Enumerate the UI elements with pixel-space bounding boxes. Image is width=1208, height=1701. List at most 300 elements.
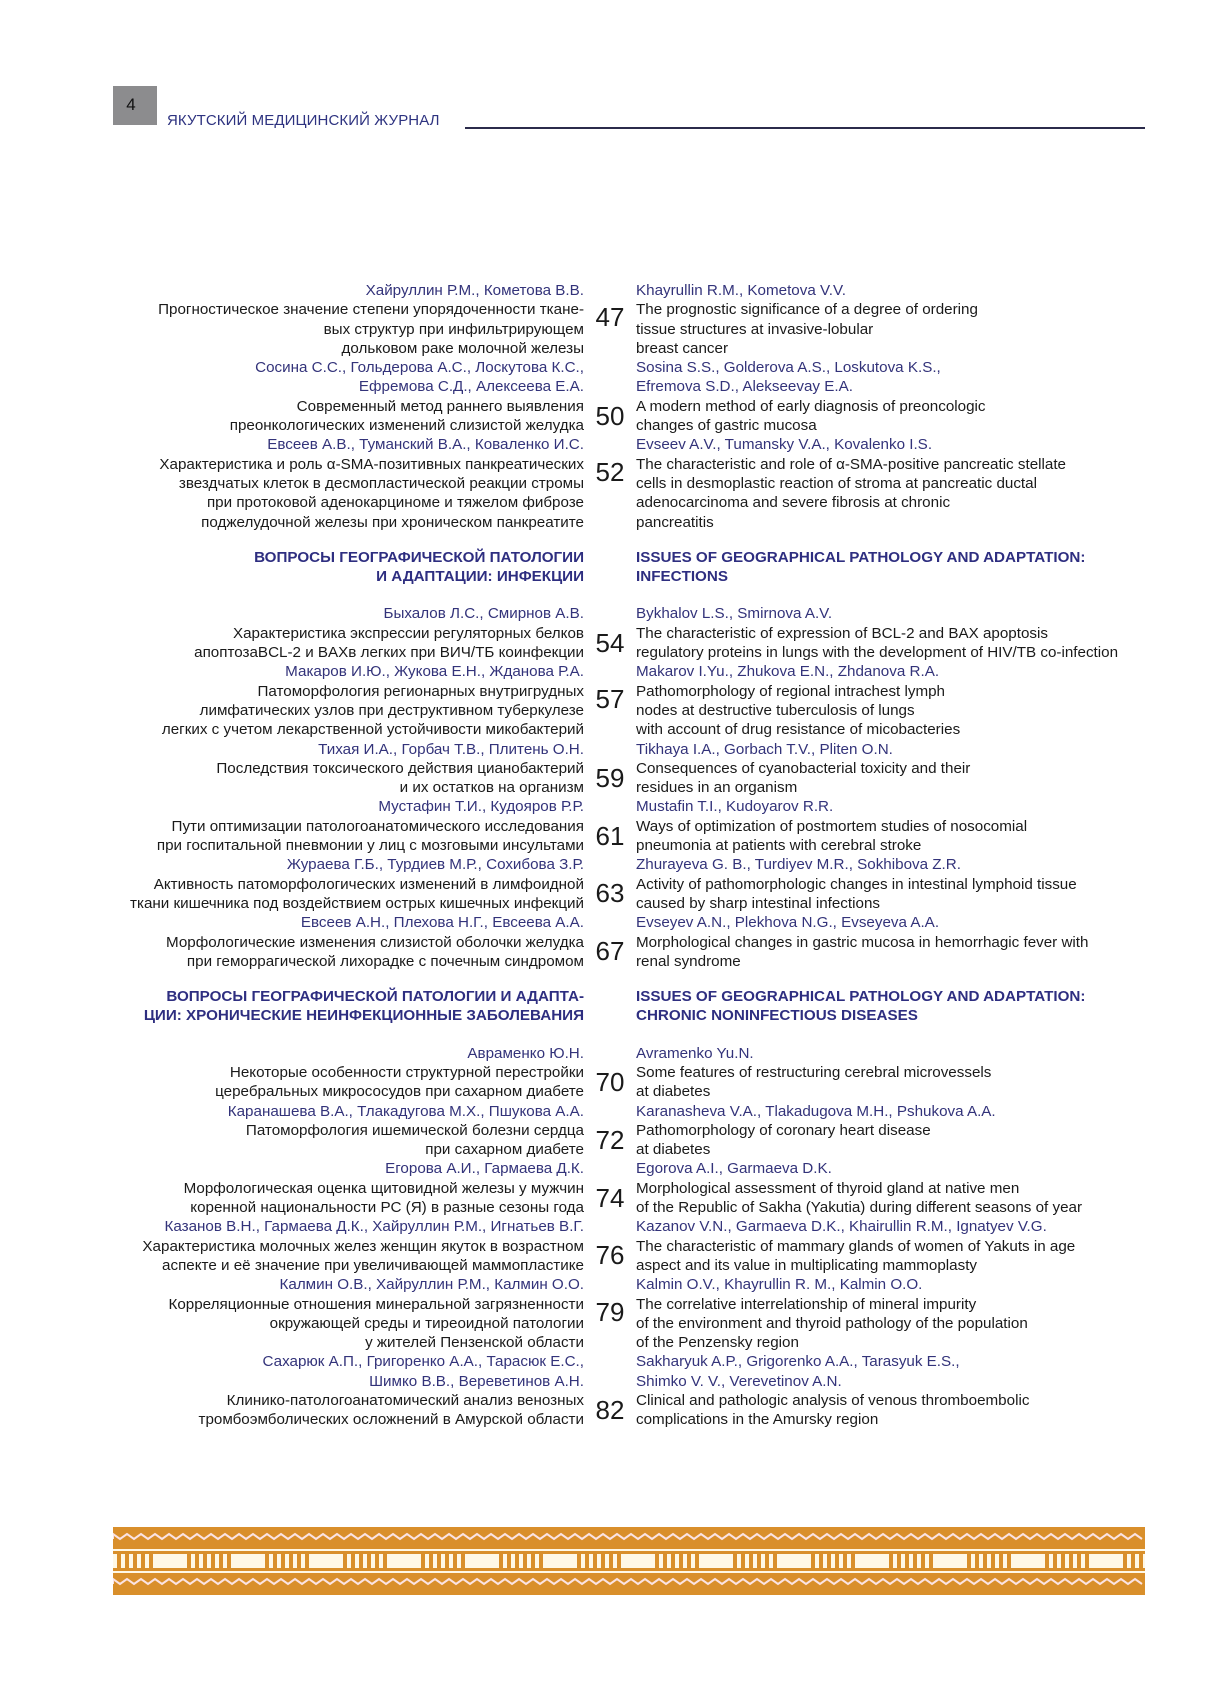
author-line-ru: Евсеев А.В., Туманский В.А., Коваленко И.С. (267, 436, 584, 454)
authors-en (636, 740, 1150, 759)
spacer (584, 548, 636, 549)
toc-entry[interactable] (100, 682, 1150, 740)
page-number-ref[interactable]: 54 (595, 627, 625, 658)
author-line-ru: Жураева Г.Б., Турдиев М.Р., Сохибова З.Р. (286, 856, 584, 874)
title-line-en: of the Republic of Sakha (Yakutia) during different seasons of year (636, 1199, 1083, 1217)
ornament-bar (449, 1554, 453, 1568)
article-title-ru (100, 1063, 584, 1102)
title-line-en: at diabetes (636, 1083, 711, 1101)
authors-en (636, 662, 1150, 681)
page-number-ref[interactable]: 72 (595, 1124, 625, 1155)
title-line-en: The characteristic of mammary glands of women of Yakuts in age (636, 1237, 1076, 1255)
author-line-ru: Макаров И.Ю., Жукова Е.Н., Жданова Р.А. (285, 663, 584, 681)
title-line-en: tissue structures at invasive-lobular (636, 320, 874, 338)
title-line-en: complications in the Amursky region (636, 1411, 879, 1429)
title-line-en: cells in desmoplastic reaction of stroma at pancreatic ductal (636, 474, 1037, 492)
section-heading-en (636, 548, 1150, 587)
ornament-bar (113, 1554, 117, 1568)
title-line-ru: и их остатков на организм (399, 779, 584, 797)
ornament-bar (519, 1554, 523, 1568)
title-line-ru: Характеристика экспрессии регуляторных белков (232, 624, 584, 642)
section-heading-ru-line: И АДАПТАЦИИ: ИНФЕКЦИИ (376, 568, 584, 586)
authors-ru (100, 358, 584, 397)
article-title-ru (100, 300, 584, 358)
title-line-ru: коренной национальности РС (Я) в разные сезоны года (190, 1199, 584, 1217)
ornament-block (153, 1554, 187, 1568)
ornament-bar (745, 1554, 749, 1568)
title-line-en: at diabetes (636, 1141, 711, 1159)
article-title-ru (100, 1237, 584, 1276)
ornament-bar (223, 1554, 227, 1568)
ornament-bar (683, 1554, 687, 1568)
title-line-ru: церебральных микрососудов при сахарном диабете (215, 1083, 584, 1101)
author-line-ru: Егорова А.И., Гармаева Д.К. (385, 1160, 584, 1178)
ornament-bar (277, 1554, 281, 1568)
title-line-ru: тромбоэмболических осложнений в Амурской области (198, 1411, 584, 1429)
ornament-bar (831, 1554, 835, 1568)
title-line-ru: Активность патоморфологических изменений в лимфоидной (153, 875, 584, 893)
title-line-en: The characteristic of expression of BCL-2 and BAX apoptosis (636, 624, 1048, 642)
page-number-ref[interactable]: 74 (595, 1182, 625, 1213)
title-line-en: The correlative interrelationship of mineral impurity (636, 1295, 977, 1313)
title-line-en: renal syndrome (636, 952, 741, 970)
authors-en (636, 435, 1150, 454)
toc-entry[interactable] (100, 300, 1150, 358)
page-number-ref[interactable]: 52 (595, 456, 625, 487)
title-line-en: adenocarcinoma and severe fibrosis at chronic (636, 494, 951, 512)
author-line-en: Makarov I.Yu., Zhukova E.N., Zhdanova R.A. (636, 663, 940, 681)
ornament-block (699, 1554, 733, 1568)
article-title-en (636, 1121, 1150, 1160)
author-line-en: Khayrullin R.M., Kometova V.V. (636, 282, 846, 299)
title-line-ru: Патоморфология ишемической болезни сердца (245, 1121, 584, 1139)
author-line-ru: Авраменко Ю.Н. (467, 1044, 584, 1062)
ornament-bar (129, 1554, 133, 1568)
author-line-ru: Евсеев А.Н., Плехова Н.Г., Евсеева А.А. (300, 914, 584, 932)
title-line-ru: при госпитальной пневмонии у лиц с мозговыми инсультами (156, 837, 584, 855)
toc-entry-authors (100, 358, 1150, 397)
ornament-bar (987, 1554, 991, 1568)
ornament-block (1089, 1554, 1123, 1568)
article-title-ru (100, 1121, 584, 1160)
ornament-block (1011, 1554, 1045, 1568)
article-title-en (636, 1391, 1150, 1430)
title-line-en: of the environment and thyroid pathology of the population (636, 1314, 1028, 1332)
ornament-bar (613, 1554, 617, 1568)
author-line-en: Kalmin O.V., Khayrullin R. M., Kalmin O.O. (636, 1276, 923, 1294)
title-line-en: Clinical and pathologic analysis of venous thromboembolic (636, 1392, 1030, 1410)
author-line-en: Avramenko Yu.N. (636, 1044, 754, 1062)
title-line-en: residues in an organism (636, 779, 798, 797)
article-title-en (636, 1179, 1150, 1218)
title-line-ru: окружающей среды и тиреоидной патологии (269, 1314, 584, 1332)
title-line-en: breast cancer (636, 339, 729, 357)
ornament-bar (215, 1554, 219, 1568)
toc-entry[interactable] (100, 817, 1150, 856)
toc-entry-authors (100, 281, 1150, 300)
title-line-en: Some features of restructuring cerebral microvessels (636, 1063, 992, 1081)
ornament-bar (425, 1554, 429, 1568)
ornament-block (933, 1554, 967, 1568)
article-title-ru (100, 624, 584, 663)
author-line-ru: Сахарюк А.П., Григоренко А.А., Тарасюк Е.С., (262, 1353, 584, 1371)
author-line-en: Egorova A.I., Garmaeva D.K. (636, 1160, 832, 1178)
toc-entry-authors (100, 913, 1150, 932)
article-title-ru (100, 817, 584, 856)
ornament-bar (597, 1554, 601, 1568)
authors-ru (100, 1159, 584, 1178)
authors-en (636, 797, 1150, 816)
ornament-bar (1127, 1554, 1131, 1568)
article-title-en (636, 624, 1150, 663)
title-line-en: Activity of pathomorphologic changes in intestinal lymphoid tissue (636, 875, 1077, 893)
page-number-ref[interactable]: 61 (595, 820, 625, 851)
ornament-bar (355, 1554, 359, 1568)
ornament-bar (503, 1554, 507, 1568)
authors-ru (100, 740, 584, 759)
ornament-bar (527, 1554, 531, 1568)
author-line-ru: Калмин О.В., Хайруллин Р.М., Калмин О.О. (279, 1276, 584, 1294)
title-line-en: Pathomorphology of coronary heart disease (636, 1121, 931, 1139)
page-number-box (113, 86, 157, 125)
ornament-bar (737, 1554, 741, 1568)
ornament-bar (379, 1554, 383, 1568)
author-line-en: Kazanov V.N., Garmaeva D.K., Khairullin R.M., Ignatyev V.G. (636, 1218, 1047, 1236)
title-line-en: pancreatitis (636, 513, 714, 531)
toc-entry[interactable] (100, 397, 1150, 436)
section-heading-ru-line: ВОПРОСЫ ГЕОГРАФИЧЕСКОЙ ПАТОЛОГИИ И АДАПТА- (166, 988, 584, 1006)
ornament-bar (199, 1554, 203, 1568)
ornament-bar (971, 1554, 975, 1568)
ornament-bar (207, 1554, 211, 1568)
toc-entry[interactable] (100, 1063, 1150, 1102)
article-title-ru (100, 933, 584, 972)
ornament-bar (441, 1554, 445, 1568)
author-line-en: Karanasheva V.A., Tlakadugova M.H., Pshukova A.A. (636, 1102, 996, 1120)
ornament-bar (753, 1554, 757, 1568)
toc-entry[interactable] (100, 455, 1150, 532)
author-line-en: Evseyev A.N., Plekhova N.G., Evseyeva A.A. (636, 914, 940, 932)
author-line-ru: Хайруллин Р.М., Кометова В.В. (365, 282, 584, 299)
title-line-en: Pathomorphology of regional intrachest lymph (636, 682, 945, 700)
article-title-en (636, 875, 1150, 914)
ornament-block (543, 1554, 577, 1568)
authors-ru (100, 1352, 584, 1391)
ornament-block (777, 1554, 811, 1568)
article-title-en (636, 1295, 1150, 1353)
author-line-ru: Каранашева В.А., Тлакадугова М.Х., Пшукова А.А. (227, 1102, 584, 1120)
page-number-ref[interactable]: 70 (595, 1066, 625, 1097)
toc-entry[interactable] (100, 933, 1150, 972)
title-line-ru: Патоморфология регионарных внутригрудных (257, 682, 584, 700)
title-line-ru: Современный метод раннего выявления (296, 397, 584, 415)
article-title-ru (100, 875, 584, 914)
title-line-ru: Корреляционные отношения минеральной загрязненности (168, 1295, 584, 1313)
toc-entry-authors (100, 662, 1150, 681)
authors-en (636, 604, 1150, 623)
ornament-bar (269, 1554, 273, 1568)
authors-en (636, 281, 1150, 300)
article-title-en (636, 759, 1150, 798)
authors-ru (100, 797, 584, 816)
section-heading-en (636, 987, 1150, 1026)
authors-en (636, 1102, 1150, 1121)
author-line-ru: Ефремова С.Д., Алексеева Е.А. (358, 378, 584, 396)
ornament-bar (1135, 1554, 1139, 1568)
title-line-ru: звездчатых клеток в десмопластической реакции стромы (178, 474, 584, 492)
authors-ru (100, 662, 584, 681)
section-heading (100, 987, 1150, 1026)
toc-entry-authors (100, 604, 1150, 623)
article-title-en (636, 300, 1150, 358)
title-line-ru: легких с учетом лекарственной устойчивости микобактерий (161, 721, 584, 739)
ornament-bar (839, 1554, 843, 1568)
page-number-ref[interactable]: 76 (595, 1240, 625, 1271)
title-line-en: Consequences of cyanobacterial toxicity and their (636, 759, 971, 777)
section-heading (100, 548, 1150, 587)
ornament-block (855, 1554, 889, 1568)
ornament-bar (659, 1554, 663, 1568)
title-line-ru: дольковом раке молочной железы (341, 339, 584, 357)
author-line-en: Efremova S.D., Alekseevay E.A. (636, 378, 853, 396)
section-heading-en-line: ISSUES OF GEOGRAPHICAL PATHOLOGY AND ADAPTATION: (636, 548, 1086, 566)
ornament-bar (589, 1554, 593, 1568)
ornament-bar (1057, 1554, 1061, 1568)
header-rule (465, 127, 1145, 129)
ornament-bar (581, 1554, 585, 1568)
ornament-bar (995, 1554, 999, 1568)
ornament-block (231, 1554, 265, 1568)
toc-entry[interactable] (100, 759, 1150, 798)
title-line-ru: Пути оптимизации патологоанатомического исследования (171, 817, 584, 835)
author-line-en: Sosina S.S., Golderova A.S., Loskutova K.S., (636, 359, 941, 377)
ornament-bar (847, 1554, 851, 1568)
ornament-bar (909, 1554, 913, 1568)
page-number-ref[interactable]: 50 (595, 400, 625, 431)
ornament-bar (675, 1554, 679, 1568)
ornament-bar (823, 1554, 827, 1568)
page-number-ref[interactable]: 59 (595, 762, 625, 793)
author-line-ru: Тихая И.А., Горбач Т.В., Плитень О.Н. (318, 740, 584, 758)
title-line-ru: апоптозаBCL-2 и BAXв легких при ВИЧ/ТБ коинфекции (194, 644, 584, 662)
page-number-ref[interactable]: 67 (595, 936, 625, 967)
section-heading-ru (100, 548, 584, 587)
table-of-contents (100, 281, 1150, 1430)
author-line-en: Sakharyuk A.P., Grigorenko A.A., Tarasyuk E.S., (636, 1353, 960, 1371)
ornament-bar (1065, 1554, 1069, 1568)
toc-entry-authors (100, 1102, 1150, 1121)
article-title-en (636, 455, 1150, 532)
title-line-ru: поджелудочной железы при хроническом панкреатите (201, 513, 584, 531)
toc-entry[interactable] (100, 1121, 1150, 1160)
ornament-bar (457, 1554, 461, 1568)
author-line-ru: Шимко В.В., Вереветинов А.Н. (369, 1372, 584, 1390)
title-line-en: Ways of optimization of postmortem studies of nosocomial (636, 817, 1028, 835)
authors-ru (100, 281, 584, 300)
section-heading-ru-line: ВОПРОСЫ ГЕОГРАФИЧЕСКОЙ ПАТОЛОГИИ (254, 548, 584, 566)
ornament-bar (815, 1554, 819, 1568)
page-number-ref[interactable]: 82 (595, 1394, 625, 1425)
page-number-ref[interactable]: 57 (595, 683, 625, 714)
ornament-bar (285, 1554, 289, 1568)
ornament-bar (925, 1554, 929, 1568)
title-line-ru: лимфатических узлов при деструктивном туберкулезе (199, 701, 584, 719)
toc-entry-authors (100, 435, 1150, 454)
title-line-en: A modern method of early diagnosis of preoncologic (636, 397, 986, 415)
title-line-ru: Характеристика и роль α-SMA-позитивных панкреатических (159, 455, 584, 473)
title-line-ru: при протоковой аденокарциноме и тяжелом фиброзе (206, 494, 584, 512)
title-line-en: Morphological changes in gastric mucosa in hemorrhagic fever with (636, 933, 1089, 951)
authors-en (636, 1217, 1150, 1236)
toc-entry[interactable] (100, 1179, 1150, 1218)
ornament-rule-top (113, 1549, 1145, 1551)
toc-entry-authors (100, 1217, 1150, 1236)
title-line-en: Morphological assessment of thyroid gland at native men (636, 1179, 1020, 1197)
ornament-bar (511, 1554, 515, 1568)
ornament-bar (979, 1554, 983, 1568)
ornament-bar (1049, 1554, 1053, 1568)
ornament-bar (121, 1554, 125, 1568)
article-title-ru (100, 397, 584, 436)
toc-entry[interactable] (100, 624, 1150, 663)
author-line-ru: Быхалов Л.С., Смирнов А.В. (383, 605, 584, 623)
title-line-en: pneumonia at patients with cerebral stroke (636, 837, 922, 855)
page-number-ref[interactable]: 79 (595, 1296, 625, 1327)
article-title-en (636, 397, 1150, 436)
authors-ru (100, 913, 584, 932)
ornament-bar (761, 1554, 765, 1568)
ornament-bar (363, 1554, 367, 1568)
authors-ru (100, 604, 584, 623)
article-title-ru (100, 1295, 584, 1353)
ornament-bar (901, 1554, 905, 1568)
article-title-ru (100, 759, 584, 798)
authors-ru (100, 1275, 584, 1294)
article-title-en (636, 682, 1150, 740)
ornament-block (621, 1554, 655, 1568)
title-line-en: caused by sharp intestinal infections (636, 894, 880, 912)
title-line-ru: Морфологическая оценка щитовидной железы у мужчин (183, 1179, 584, 1197)
toc-entry[interactable] (100, 1237, 1150, 1276)
ornament-bar (1073, 1554, 1077, 1568)
ornament-bar (145, 1554, 149, 1568)
ornament-bar (433, 1554, 437, 1568)
title-line-ru: Характеристика молочных желез женщин якуток в возрастном (142, 1237, 584, 1255)
title-line-ru: вых структур при инфильтрирующем (323, 320, 584, 338)
title-line-en: changes of gastric mucosa (636, 417, 817, 435)
title-line-ru: при сахарном диабете (425, 1141, 584, 1159)
journal-running-title: ЯКУТСКИЙ МЕДИЦИНСКИЙ ЖУРНАЛ (167, 112, 440, 129)
author-line-ru: Сосина С.С., Гольдерова А.С., Лоскутова К.С., (255, 359, 584, 377)
authors-en (636, 1352, 1150, 1391)
authors-ru (100, 855, 584, 874)
title-line-en: regulatory proteins in lungs with the development of HIV/TB co-infection (636, 644, 1119, 662)
title-line-en: nodes at destructive tuberculosis of lungs (636, 701, 915, 719)
title-line-ru: Морфологические изменения слизистой оболочки желудка (166, 933, 584, 951)
article-title-ru (100, 682, 584, 740)
authors-ru (100, 1044, 584, 1063)
title-line-ru: у жителей Пензенской области (365, 1334, 584, 1352)
article-title-en (636, 1237, 1150, 1276)
ornament-bar (605, 1554, 609, 1568)
ornament-bar (893, 1554, 897, 1568)
author-line-en: Shimko V. V., Verevetinov A.N. (636, 1372, 842, 1390)
authors-en (636, 358, 1150, 397)
title-line-ru: преонкологических изменений слизистой желудка (229, 417, 584, 435)
ornament-bar (293, 1554, 297, 1568)
toc-entry-authors (100, 1352, 1150, 1391)
author-line-en: Evseev A.V., Tumansky V.A., Kovalenko I.S. (636, 436, 933, 454)
ornament-bar (1081, 1554, 1085, 1568)
section-heading-en-line: ISSUES OF GEOGRAPHICAL PATHOLOGY AND ADAPTATION: (636, 988, 1086, 1006)
ornament-bar (769, 1554, 773, 1568)
ornament-block (309, 1554, 343, 1568)
author-line-en: Bykhalov L.S., Smirnova A.V. (636, 605, 833, 623)
page-number-ref[interactable]: 47 (595, 302, 625, 333)
title-line-ru: Прогностическое значение степени упорядоченности ткане- (158, 301, 584, 319)
title-line-ru: ткани кишечника под воздействием острых кишечных инфекций (130, 894, 584, 912)
article-title-ru (100, 1179, 584, 1218)
ornament-bar (347, 1554, 351, 1568)
page-number-ref[interactable]: 63 (595, 878, 625, 909)
ornament-bar (1003, 1554, 1007, 1568)
title-line-ru: аспекте и её значение при увеличивающей маммопластике (162, 1256, 584, 1274)
article-title-en (636, 817, 1150, 856)
ornament-bar (691, 1554, 695, 1568)
author-line-ru: Казанов В.Н., Гармаева Д.К., Хайруллин Р.М., Игнатьев В.Г. (164, 1218, 584, 1236)
toc-entry-authors (100, 1044, 1150, 1063)
title-line-ru: Клинико-патологоанатомический анализ венозных (226, 1392, 584, 1410)
toc-entry-authors (100, 740, 1150, 759)
ornament-bar (191, 1554, 195, 1568)
spacer (584, 987, 636, 988)
ornament-block (387, 1554, 421, 1568)
ornament-bar (301, 1554, 305, 1568)
section-heading-ru (100, 987, 584, 1026)
section-heading-en-line: INFECTIONS (636, 568, 728, 586)
article-title-ru (100, 455, 584, 532)
toc-entry-authors (100, 797, 1150, 816)
toc-entry[interactable] (100, 875, 1150, 914)
ornament-bar (371, 1554, 375, 1568)
ornament-block (465, 1554, 499, 1568)
toc-entry[interactable] (100, 1295, 1150, 1353)
author-line-en: Tikhaya I.A., Gorbach T.V., Pliten O.N. (636, 740, 893, 758)
title-line-ru: Некоторые особенности структурной перестройки (229, 1063, 584, 1081)
author-line-ru: Мустафин Т.И., Кудояров Р.Р. (378, 798, 584, 816)
authors-en (636, 1044, 1150, 1063)
toc-entry-authors (100, 1275, 1150, 1294)
authors-en (636, 913, 1150, 932)
title-line-en: with account of drug resistance of micobacteries (636, 721, 961, 739)
authors-en (636, 855, 1150, 874)
title-line-en: aspect and its value in multiplicating mammoplasty (636, 1256, 978, 1274)
title-line-ru: Последствия токсического действия цианобактерий (216, 759, 584, 777)
authors-ru (100, 435, 584, 454)
ornament-bar (917, 1554, 921, 1568)
ornament-bar (667, 1554, 671, 1568)
page-number: 4 (126, 95, 136, 114)
authors-en (636, 1159, 1150, 1178)
article-title-en (636, 933, 1150, 972)
authors-ru (100, 1217, 584, 1236)
ornament-bar (137, 1554, 141, 1568)
ornament-rule-bottom (113, 1571, 1145, 1573)
ornament-bar (1143, 1554, 1145, 1568)
article-title-ru (100, 1391, 584, 1430)
toc-entry[interactable] (100, 1391, 1150, 1430)
title-line-en: of the Penzensky region (636, 1334, 799, 1352)
